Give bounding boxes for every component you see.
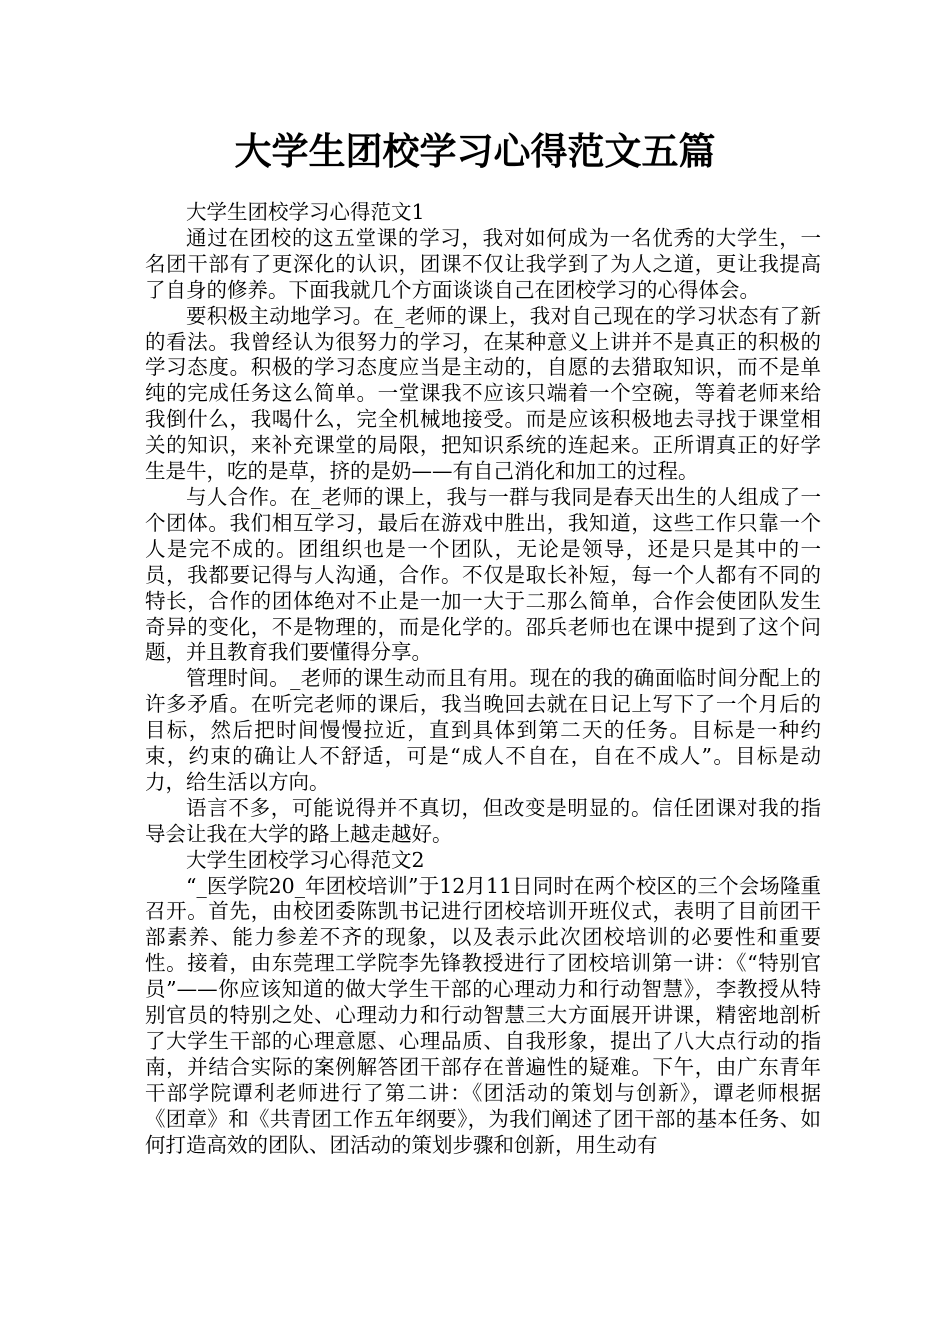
section-heading-2: 大学生团校学习心得范文2 (186, 847, 425, 872)
document-title: 大学生团校学习心得范文五篇 (234, 130, 716, 173)
paragraph-training: “_医学院20_年团校培训”于12月11日同时在两个校区的三个会场隆重召开。首先，由校团委陈凯书记进行团校培训开班仪式，表明了目前团干部素养、能力参差不齐的现象，以及表示此次团校培训的必要性和重要性。接着，由东莞理工学院李先锋教授进行了团校培训第一讲：《“特别官员”——你应该知道的做大学生干部的心理动力和行动智慧》，李教授从特别官员的特别之处、心理动力和行动智慧三大方面展开讲课，精密地剖析了大学生干部的心理意愿、心理品质、自我形象，提出了八大点行动的指南，并结合实际的案例解答团干部存在普遍性的疑难。下午，由广东青年干部学院谭利老师进行了第二讲：《团活动的策划与创新》，谭老师根据《团章》和《共青团工作五年纲要》，为我们阐述了团干部的基本任务、如何打造高效的团队、团活动的策划步骤和创新，用生动有 (145, 873, 821, 1157)
paragraph-cooperation: 与人合作。在_老师的课上，我与一群与我同是春天出生的人组成了一个团体。我们相互学习，最后在游戏中胜出，我知道，这些工作只靠一个人是完不成的。团组织也是一个团队，无论是领导，还是只是其中的一员，我都要记得与人沟通，合作。不仅是取长补短，每一个人都有不同的特长，合作的团体绝对不止是一加一大于二那么简单，合作会使团队发生奇异的变化，不是物理的，而是化学的。邵兵老师也在课中提到了这个问题，并且教育我们要懂得分享。 (145, 484, 821, 665)
paragraph-conclusion: 语言不多，可能说得并不真切，但改变是明显的。信任团课对我的指导会让我在大学的路上越走越好。 (145, 795, 821, 846)
section-heading-1: 大学生团校学习心得范文1 (186, 200, 425, 224)
paragraph-active-learning: 要积极主动地学习。在_老师的课上，我对自己现在的学习状态有了新的看法。我曾经认为很努力的学习，在某种意义上讲并不是真正的积极的学习态度。积极的学习态度应当是主动的，自愿的去猎取知识，而不是单纯的完成任务这么简单。一堂课我不应该只端着一个空碗，等着老师来给我倒什么，我喝什么，完全机械地接受。而是应该积极地去寻找于课堂相关的知识，来补充课堂的局限，把知识系统的连起来。正所谓真正的好学生是牛，吃的是草，挤的是奶——有自己消化和加工的过程。 (145, 303, 821, 484)
paragraph-time-management: 管理时间。_老师的课生动而且有用。现在的我的确面临时间分配上的许多矛盾。在听完老师的课后，我当晚回去就在日记上写下了一个月后的目标，然后把时间慢慢拉近，直到具体到第二天的任务。目标是一种约束，约束的确让人不舒适，可是“成人不自在，自在不成人”。目标是动力，给生活以方向。 (145, 666, 821, 794)
paragraph-intro: 通过在团校的这五堂课的学习，我对如何成为一名优秀的大学生，一名团干部有了更深化的认识，团课不仅让我学到了为人之道，更让我提高了自身的修养。下面我就几个方面谈谈自己在团校学习的心得体会。 (145, 225, 821, 302)
document-body (145, 200, 821, 1159)
